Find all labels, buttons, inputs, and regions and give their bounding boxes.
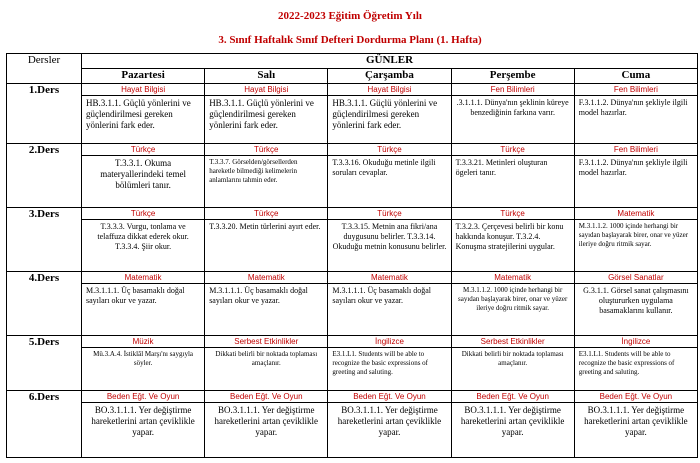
subject-label: Beden Eğt. Ve Oyun	[328, 391, 450, 403]
table-row	[7, 208, 698, 272]
plan-cell	[82, 208, 205, 272]
document-subtitle: 3. Sınıf Haftalık Sınıf Defteri Dordurma Planı (1. Hafta)	[218, 34, 482, 46]
objective-text: HB.3.1.1. Güçlü yönlerini ve güçlendirilmesi gereken yönlerini fark eder.	[209, 98, 314, 130]
subject-label: Beden Eğt. Ve Oyun	[575, 391, 697, 403]
objective-text: E3.1.L1. Students will be able to recognize the basic expressions of greeting and saluting.	[578, 350, 675, 376]
day-header: Çarşamba	[328, 69, 451, 84]
subject-label: Türkçe	[82, 144, 204, 156]
lesson-label: 3.Ders	[7, 208, 82, 272]
subject-label: Serbest Etkinlikler	[205, 336, 327, 348]
plan-cell	[205, 391, 328, 458]
subject-label: Fen Bilimleri	[575, 84, 697, 96]
plan-cell	[574, 84, 697, 144]
lesson-label: 2.Ders	[7, 144, 82, 208]
subject-label: Fen Bilimleri	[575, 144, 697, 156]
objective-text: BO.3.1.1.1. Yer değiştirme hareketlerini artan çeviklikle yapar.	[91, 405, 195, 437]
plan-cell	[82, 391, 205, 458]
subject-label: Türkçe	[328, 208, 450, 220]
plan-cell	[205, 336, 328, 391]
objective-text: HB.3.1.1. Güçlü yönlerini ve güçlendirilmesi gereken yönlerini fark eder.	[86, 98, 191, 130]
objective-text: G.3.1.1. Görsel sanat çalışmasını oluştururken uygulama basamaklarını kullanır.	[583, 286, 689, 315]
objective-text: M.3.1.1.2. 1000 içinde herhangi bir sayıdan başlayarak birer, onar ve yüzer ileriye doğru ritmik sayar.	[578, 222, 689, 248]
objective-text: M.3.1.1.1. Üç basamaklı doğal sayıları okur ve yazar.	[332, 286, 432, 305]
plan-cell	[328, 144, 451, 208]
plan-cell	[328, 272, 451, 336]
plan-cell	[82, 84, 205, 144]
objective-text: F.3.1.1.2. Dünya'nın şekliyle ilgili model hazırlar.	[578, 158, 688, 177]
objective-text: E3.1.L1. Students will be able to recognize the basic expressions of greeting and saluting.	[332, 350, 429, 376]
objective-text: T.3.3.20. Metin türlerini ayırt eder.	[209, 222, 321, 231]
objective-text: F.3.1.1.2. Dünya'nın şekliyle ilgili model hazırlar.	[578, 98, 688, 117]
objective-text: T.3.3.16. Okuduğu metinle ilgili soruları cevaplar.	[332, 158, 436, 177]
subject-label: İngilizce	[328, 336, 450, 348]
plan-cell	[574, 208, 697, 272]
subject-label: Matematik	[575, 208, 697, 220]
subject-label: Beden Eğt. Ve Oyun	[205, 391, 327, 403]
subject-label: Müzik	[82, 336, 204, 348]
subject-label: Serbest Etkinlikler	[452, 336, 574, 348]
table-row	[7, 144, 698, 208]
plan-cell	[82, 272, 205, 336]
objective-text: Dikkati belirli bir noktada toplaması amaçlanır.	[215, 350, 318, 367]
day-header: Salı	[205, 69, 328, 84]
subject-label: Türkçe	[205, 208, 327, 220]
plan-cell	[451, 84, 574, 144]
plan-cell	[574, 391, 697, 458]
plan-cell	[328, 208, 451, 272]
subject-label: Türkçe	[452, 208, 574, 220]
table-row	[7, 272, 698, 336]
objective-text: Dikkati belirli bir noktada toplaması amaçlanır.	[461, 350, 564, 367]
objective-text: M.3.1.1.1. Üç basamaklı doğal sayıları okur ve yazar.	[86, 286, 185, 305]
subject-label: İngilizce	[575, 336, 697, 348]
subject-label: Türkçe	[452, 144, 574, 156]
objective-text: M.3.1.1.2. 1000 içinde herhangi bir sayıdan başlayarak birer, onar ve yüzer ileriye doğru ritmik sayar.	[457, 286, 568, 312]
objective-text: BO.3.1.1.1. Yer değiştirme hareketlerini artan çeviklikle yapar.	[337, 405, 442, 437]
subject-label: Beden Eğt. Ve Oyun	[82, 391, 204, 403]
objective-text: T.3.3.15. Metnin ana fikri/ana duygusunu belirler. T.3.3.14. Okuduğu metnin konusunu belirler.	[332, 222, 447, 251]
plan-cell	[451, 336, 574, 391]
subject-label: Görsel Sanatlar	[575, 272, 697, 284]
table-row	[7, 84, 698, 144]
objective-text: T.3.3.7. Görselden/görsellerden hareketle bilmediği kelimelerin anlamlarını tahmin eder.	[209, 158, 298, 184]
objective-text: Mü.3.A.4. İstiklâl Marşı'nı saygıyla söyler.	[93, 350, 194, 367]
subject-label: Türkçe	[205, 144, 327, 156]
plan-cell	[451, 391, 574, 458]
plan-cell	[451, 272, 574, 336]
plan-cell	[574, 336, 697, 391]
weekly-plan-table	[6, 53, 698, 458]
day-header: Perşembe	[451, 69, 574, 84]
subject-label: Hayat Bilgisi	[205, 84, 327, 96]
day-header: Pazartesi	[82, 69, 205, 84]
plan-cell	[574, 272, 697, 336]
subject-label: Fen Bilimleri	[452, 84, 574, 96]
gunler-header: GÜNLER	[82, 54, 698, 69]
objective-text: T.3.2.3. Çerçevesi belirli bir konu hakkında konuşur. T.3.2.4. Konuşma stratejilerini uygular.	[455, 222, 564, 251]
subject-label: Türkçe	[328, 144, 450, 156]
plan-cell	[328, 336, 451, 391]
objective-text: .3.1.1.1. Dünya'nın şeklinin küreye benzediğinin farkına varır.	[456, 98, 569, 117]
plan-cell	[574, 144, 697, 208]
day-header: Cuma	[574, 69, 697, 84]
plan-cell	[82, 144, 205, 208]
subject-label: Hayat Bilgisi	[328, 84, 450, 96]
lesson-label: 5.Ders	[7, 336, 82, 391]
subject-label: Matematik	[452, 272, 574, 284]
lesson-label: 6.Ders	[7, 391, 82, 458]
plan-cell	[205, 272, 328, 336]
objective-text: BO.3.1.1.1. Yer değiştirme hareketlerini artan çeviklikle yapar.	[214, 405, 318, 437]
subject-label: Beden Eğt. Ve Oyun	[452, 391, 574, 403]
plan-cell	[328, 84, 451, 144]
dersler-header: Dersler	[7, 54, 82, 84]
plan-cell	[451, 208, 574, 272]
plan-cell	[82, 336, 205, 391]
plan-cell	[205, 144, 328, 208]
plan-cell	[451, 144, 574, 208]
lesson-label: 4.Ders	[7, 272, 82, 336]
objective-text: HB.3.1.1. Güçlü yönlerini ve güçlendirilmesi gereken yönlerini fark eder.	[332, 98, 438, 130]
objective-text: BO.3.1.1.1. Yer değiştirme hareketlerini artan çeviklikle yapar.	[584, 405, 688, 437]
objective-text: T.3.3.21. Metinleri oluşturan ögeleri tanır.	[455, 158, 548, 177]
objective-text: M.3.1.1.1. Üç basamaklı doğal sayıları okur ve yazar.	[209, 286, 308, 305]
subject-label: Matematik	[82, 272, 204, 284]
plan-cell	[205, 208, 328, 272]
plan-cell	[205, 84, 328, 144]
objective-text: T.3.3.3. Vurgu, tonlama ve telaffuza dikkat ederek okur. T.3.3.4. Şiir okur.	[97, 222, 189, 251]
subject-label: Matematik	[328, 272, 450, 284]
subject-label: Türkçe	[82, 208, 204, 220]
document-title: 2022-2023 Eğitim Öğretim Yılı	[278, 10, 422, 22]
lesson-label: 1.Ders	[7, 84, 82, 144]
subject-label: Hayat Bilgisi	[82, 84, 204, 96]
subject-label: Matematik	[205, 272, 327, 284]
plan-cell	[328, 391, 451, 458]
objective-text: T.3.3.1. Okuma materyallerindeki temel bölümleri tanır.	[100, 158, 186, 190]
objective-text: BO.3.1.1.1. Yer değiştirme hareketlerini artan çeviklikle yapar.	[460, 405, 565, 437]
table-row	[7, 336, 698, 391]
table-row	[7, 391, 698, 458]
